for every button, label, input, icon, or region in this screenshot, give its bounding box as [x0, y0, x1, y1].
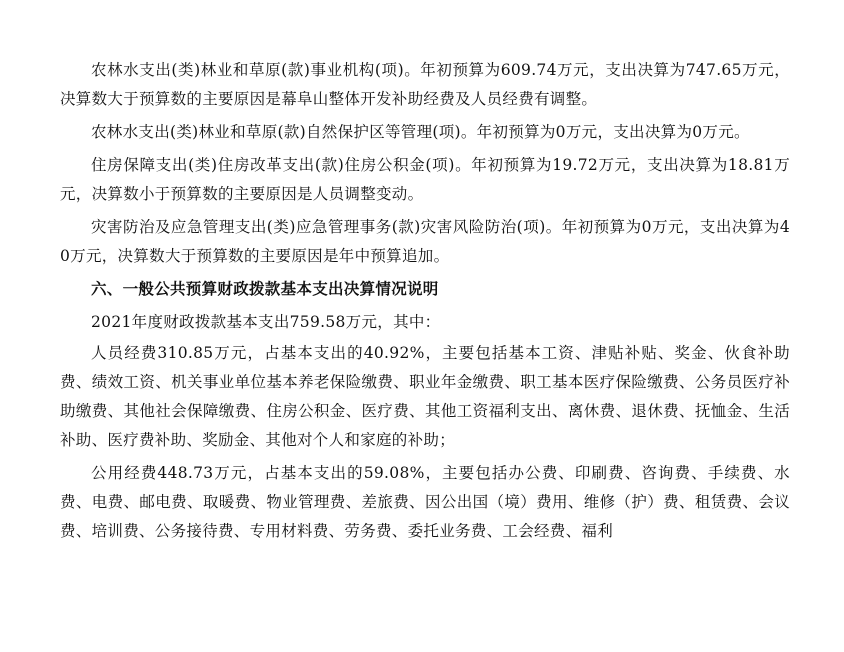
- paragraph-personnel-expenses: 人员经费310.85万元，占基本支出的40.92%，主要包括基本工资、津贴补贴、奖金、伙食补助费、绩效工资、机关事业单位基本养老保险缴费、职业年金缴费、职工基本医疗保险缴费、公务员医疗补助缴费、其他社会保障缴费、住房公积金、医疗费、其他工资福利支出、离休费、退休费、抚恤金、生活补助、医疗费补助、奖励金、其他对个人和家庭的补助；: [60, 344, 790, 449]
- paragraph-basic-expenditure-total: 2021年度财政拨款基本支出759.58万元，其中：: [91, 313, 441, 331]
- section-heading-6: 六、一般公共预算财政拨款基本支出决算情况说明: [91, 280, 439, 298]
- paragraph-housing-fund: 住房保障支出(类)住房改革支出(款)住房公积金(项)。年初预算为19.72万元，支出决算为18.81万元，决算数小于预算数的主要原因是人员调整变动。: [60, 156, 790, 203]
- paragraph-disaster-prevention: 灾害防治及应急管理支出(类)应急管理事务(款)灾害风险防治(项)。年初预算为0万元，支出决算为40万元，决算数大于预算数的主要原因是年中预算追加。: [60, 218, 790, 265]
- paragraph-nature-reserve: 农林水支出(类)林业和草原(款)自然保护区等管理(项)。年初预算为0万元，支出决算为0万元。: [91, 123, 750, 141]
- paragraph-forestry-institutions: 农林水支出(类)林业和草原(款)事业机构(项)。年初预算为609.74万元，支出决算为747.65万元，决算数大于预算数的主要原因是幕阜山整体开发补助经费及人员经费有调整。: [60, 61, 790, 108]
- paragraph-public-expenses: 公用经费448.73万元，占基本支出的59.08%，主要包括办公费、印刷费、咨询费、手续费、水费、电费、邮电费、取暖费、物业管理费、差旅费、因公出国（境）费用、维修（护）费、租赁费、会议费、培训费、公务接待费、专用材料费、劳务费、委托业务费、工会经费、福利: [60, 464, 790, 540]
- document-page: [60, 56, 790, 550]
